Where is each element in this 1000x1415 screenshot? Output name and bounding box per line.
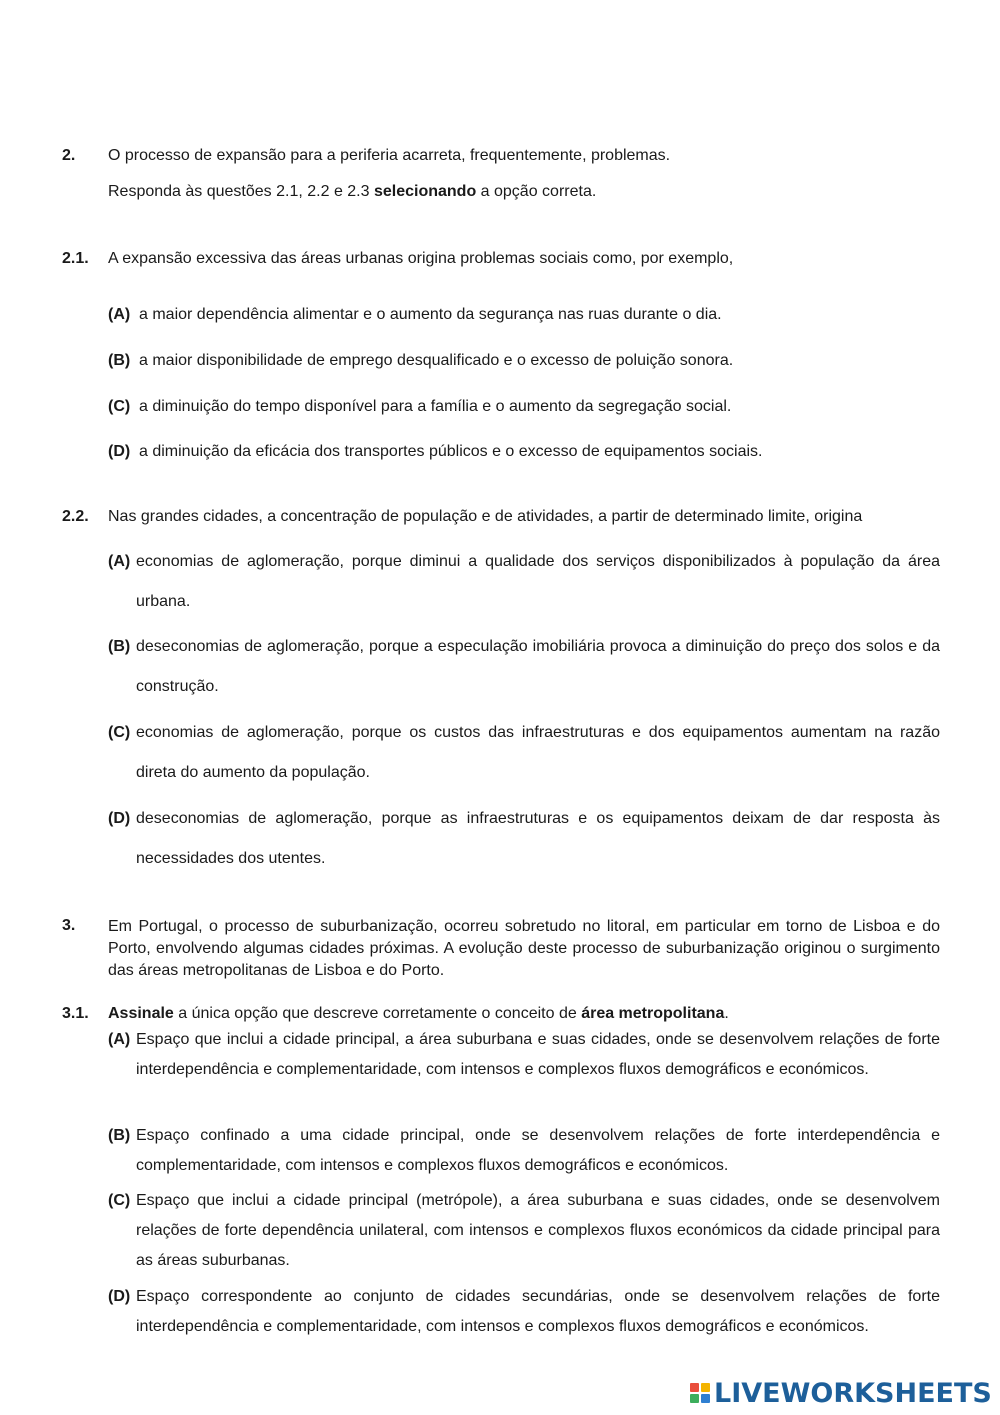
option-text: Espaço confinado a uma cidade principal, onde se desenvolvem relações de forte interdependência e complementaridade, com intensos e complexos fluxos demográficos e económicos. xyxy=(136,1127,940,1174)
option-text: a diminuição da eficácia dos transportes públicos e o excesso de equipamentos sociais. xyxy=(139,443,763,460)
option-label: (A) xyxy=(108,1031,131,1048)
logo-square xyxy=(690,1383,699,1392)
question-text: O processo de expansão para a periferia acarreta, frequentemente, problemas. xyxy=(108,147,671,164)
logo-icon xyxy=(690,1383,710,1403)
option-text: deseconomias de aglomeração, porque a especulação imobiliária provoca a diminuição do preço dos solos e da construção. xyxy=(136,638,940,695)
question-stem: A expansão excessiva das áreas urbanas origina problemas sociais como, por exemplo, xyxy=(108,250,734,267)
question-number: 2.1. xyxy=(62,250,89,267)
logo-square xyxy=(701,1383,710,1392)
option-label: (C) xyxy=(108,1192,131,1209)
question-number: 3. xyxy=(62,917,76,934)
option-b[interactable] xyxy=(108,351,940,371)
option-text: Espaço que inclui a cidade principal, a área suburbana e suas cidades, onde se desenvolvem relações de forte interdependência e complementaridade, com intensos e complexos fluxos demográficos e económicos. xyxy=(136,1031,940,1078)
option-text: Espaço que inclui a cidade principal (metrópole), a área suburbana e suas cidades, onde se desenvolvem relações de forte dependência unilateral, com intensos e complexos fluxos económicos da cidade principal para as áreas suburbanas. xyxy=(136,1192,940,1269)
question-stem: Assinale a única opção que descreve corretamente o conceito de área metropolitana. xyxy=(108,1005,729,1022)
option-label: (B) xyxy=(108,352,131,369)
option-d[interactable] xyxy=(108,799,940,879)
option-text: deseconomias de aglomeração, porque as infraestruturas e os equipamentos deixam de dar resposta às necessidades dos utentes. xyxy=(136,810,940,867)
option-label: (D) xyxy=(108,1288,131,1305)
option-c[interactable] xyxy=(108,397,940,417)
liveworksheets-logo[interactable] xyxy=(690,1376,992,1410)
option-label: (A) xyxy=(108,306,131,323)
option-text: Espaço correspondente ao conjunto de cidades secundárias, onde se desenvolvem relações de forte interdependência e complementaridade, com intensos e complexos fluxos demográficos e económicos. xyxy=(136,1288,940,1335)
option-a[interactable] xyxy=(108,305,940,325)
logo-square xyxy=(690,1394,699,1403)
option-text: a maior disponibilidade de emprego desqualificado e o excesso de poluição sonora. xyxy=(139,352,734,369)
option-c[interactable] xyxy=(108,1186,940,1276)
option-c[interactable] xyxy=(108,713,940,793)
option-label: (D) xyxy=(108,443,131,460)
option-label: (D) xyxy=(108,810,131,827)
question-number: 2. xyxy=(62,147,76,164)
option-b[interactable] xyxy=(108,1121,940,1181)
question-number: 2.2. xyxy=(62,508,89,525)
logo-text: LIVEWORKSHEETS xyxy=(714,1377,992,1409)
option-d[interactable] xyxy=(108,1282,940,1342)
option-text: economias de aglomeração, porque os custos das infraestruturas e dos equipamentos aumentam na razão direta do aumento da população. xyxy=(136,724,940,781)
option-text: economias de aglomeração, porque diminui a qualidade dos serviços disponibilizados à população da área urbana. xyxy=(136,553,940,610)
option-label: (A) xyxy=(108,553,131,570)
question-number: 3.1. xyxy=(62,1005,89,1022)
question-text: Em Portugal, o processo de suburbanização, ocorreu sobretudo no litoral, em particular em torno de Lisboa e do Porto, envolvendo algumas cidades próximas. A evolução deste processo de suburbanização originou o surgimento das áreas metropolitanas de Lisboa e do Porto. xyxy=(108,918,940,979)
option-b[interactable] xyxy=(108,627,940,707)
option-label: (B) xyxy=(108,1127,131,1144)
option-label: (C) xyxy=(108,398,131,415)
option-a[interactable] xyxy=(108,542,940,622)
option-label: (C) xyxy=(108,724,131,741)
option-d[interactable] xyxy=(108,442,940,462)
option-a[interactable] xyxy=(108,1025,940,1085)
option-text: a maior dependência alimentar e o aumento da segurança nas ruas durante o dia. xyxy=(139,306,722,323)
option-text: a diminuição do tempo disponível para a família e o aumento da segregação social. xyxy=(139,398,732,415)
logo-square xyxy=(701,1394,710,1403)
question-instruction: Responda às questões 2.1, 2.2 e 2.3 selecionando a opção correta. xyxy=(108,183,597,200)
question-stem: Nas grandes cidades, a concentração de população e de atividades, a partir de determinado limite, origina xyxy=(108,508,863,525)
option-label: (B) xyxy=(108,638,131,655)
